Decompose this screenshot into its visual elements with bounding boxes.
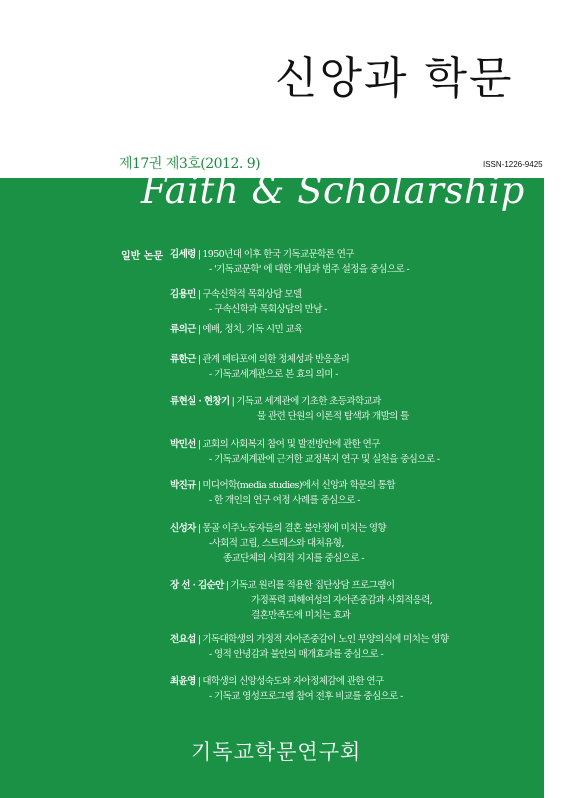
toc-subtitle-line: -사회적 고립, 스트레스와 대처유형, <box>209 538 344 549</box>
toc-subtitle-line: 물 관련 단원의 이론적 탐색과 개발의 틀 <box>257 411 409 422</box>
toc-subtitle-line: - 기독교세계관에 근거한 교정복지 연구 및 실천을 중심으로 - <box>209 454 440 465</box>
toc-entry-title-line <box>170 578 432 593</box>
toc-entry <box>170 322 303 337</box>
section-label: 일반 논문 <box>121 251 164 262</box>
english-title: Faith & Scholarship <box>141 169 525 212</box>
toc-title: 기독대학생의 가정적 자아존중감이 노인 부양의식에 미치는 영향 <box>202 634 449 645</box>
toc-subtitle-line: - 영적 안녕감과 불안의 매개효과를 중심으로 - <box>209 649 384 660</box>
separator: | <box>197 249 201 260</box>
separator: | <box>197 324 201 335</box>
toc-subtitle-line: - 구속신학과 목회상담의 만남 - <box>209 304 327 315</box>
toc-entry <box>170 478 395 508</box>
korean-title: 신앙과 학문 <box>275 53 514 104</box>
toc-entry <box>170 287 327 317</box>
toc-entry-title-line <box>170 322 303 337</box>
toc-title: 예배, 정치, 기독 시민 교육 <box>202 324 303 335</box>
toc-entry <box>170 674 403 704</box>
toc-entry-title-line <box>170 287 327 302</box>
separator: | <box>225 580 229 591</box>
separator: | <box>197 523 201 534</box>
separator: | <box>197 480 201 491</box>
separator: | <box>197 676 201 687</box>
toc-author: 류한근 <box>170 354 196 365</box>
toc-author: 박민선 <box>170 439 196 450</box>
toc-subtitle-line: 종교단체의 사회적 지지를 중심으로 - <box>223 553 364 564</box>
toc-title: 기독교 원리를 적용한 집단상담 프로그램이 <box>230 580 395 591</box>
toc-entry-title-line <box>170 437 439 452</box>
toc-entry <box>170 632 448 662</box>
toc-entry <box>170 352 349 382</box>
separator: | <box>197 439 201 450</box>
toc-title: 미디어학(media studies)에서 신앙과 학문의 통합 <box>202 480 395 491</box>
toc-author: 박진규 <box>170 480 196 491</box>
toc-title: 1950년대 이후 한국 기독교문학론 연구 <box>202 249 354 260</box>
toc-author: 류의근 <box>170 324 196 335</box>
toc-title: 대학생의 신앙성숙도와 자아정체감에 관한 연구 <box>202 676 384 687</box>
separator: | <box>197 634 201 645</box>
issue-info: 제17권 제3호(2012. 9) <box>119 156 261 172</box>
toc-author: 전요섭 <box>170 634 196 645</box>
toc-entry-title-line <box>170 352 349 367</box>
toc-title: 몽골 이주노동자들의 결혼 불안정에 미치는 영향 <box>202 523 386 534</box>
toc-subtitle-line: 결혼만족도에 미치는 효과 <box>251 610 351 621</box>
toc-title: 구속신학적 목회상담 모델 <box>202 289 302 300</box>
toc-entry <box>170 394 409 424</box>
toc-entry-title-line <box>170 674 403 689</box>
toc-entry-title-line <box>170 394 409 409</box>
toc-entry <box>170 578 432 623</box>
toc-author: 김세령 <box>170 249 196 260</box>
separator: | <box>197 354 201 365</box>
toc-entry-title-line <box>170 632 448 647</box>
toc-entry-title-line <box>170 247 409 262</box>
toc-entry <box>170 521 386 566</box>
toc-title: 관계 메타포에 의한 정체성과 반응윤리 <box>202 354 350 365</box>
toc-entry-title-line <box>170 521 386 536</box>
toc-title: 기독교 세계관에 기초한 초등과학교과 <box>236 396 381 407</box>
toc-entry <box>170 437 439 467</box>
toc-title: 교회의 사회복지 참여 및 발전방안에 관한 연구 <box>202 439 380 450</box>
toc-author: 신성자 <box>170 523 196 534</box>
toc-subtitle-line: - '기독교문학' 에 대한 개념과 범주 설정을 중심으로 - <box>209 264 410 275</box>
toc-subtitle-line: - 기독교세계관으로 본 효의 의미 - <box>209 369 338 380</box>
toc-entry <box>170 247 409 277</box>
toc-subtitle-line: - 기독교 영성프로그램 참여 전후 비교를 중심으로 - <box>209 691 403 702</box>
toc-author: 장 선 · 김순안 <box>170 580 224 591</box>
toc-entry-title-line <box>170 478 395 493</box>
publisher: 기독교학문연구회 <box>191 740 362 764</box>
toc-author: 최윤영 <box>170 676 196 687</box>
issn: ISSN-1226-9425 <box>483 160 543 169</box>
toc-subtitle-line: - 한 개인의 연구 여정 사례를 중심으로 - <box>209 495 360 506</box>
toc-subtitle-line: 가정폭력 피해여성의 자아존중감과 사회적응력, <box>251 595 433 606</box>
toc-author: 류현실 · 현창기 <box>170 396 230 407</box>
toc-author: 김용민 <box>170 289 196 300</box>
separator: | <box>231 396 235 407</box>
separator: | <box>197 289 201 300</box>
